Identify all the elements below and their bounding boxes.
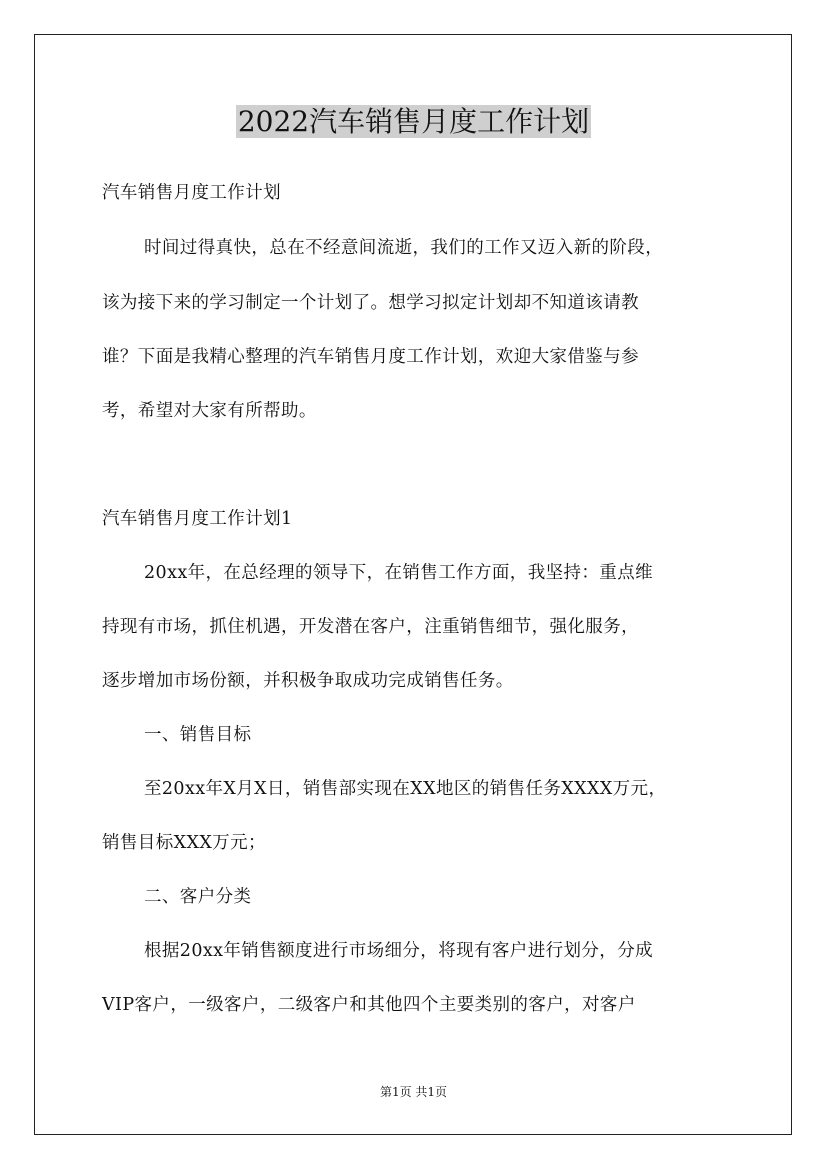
paragraph-line: 时间过得真快，总在不经意间流逝，我们的工作又迈入新的阶段， xyxy=(144,238,664,258)
subsection-heading: 一、销售目标 xyxy=(144,725,252,745)
paragraph-line: VIP客户，一级客户，二级客户和其他四个主要类别的客户，对客户 xyxy=(102,995,636,1015)
paragraph-line: 销售目标XXX万元； xyxy=(102,833,266,853)
section-heading: 汽车销售月度工作计划 xyxy=(102,183,281,203)
document-title: 2022汽车销售月度工作计划 xyxy=(237,105,590,138)
subsection-heading: 二、客户分类 xyxy=(144,887,252,907)
paragraph-line: 该为接下来的学习制定一个计划了。想学习拟定计划却不知道该请教 xyxy=(102,293,639,313)
paragraph-line: 至20xx年X月X日，销售部实现在XX地区的销售任务XXXX万元， xyxy=(144,779,667,799)
page-footer: 第1页 共1页 xyxy=(379,1085,448,1099)
paragraph-line: 根据20xx年销售额度进行市场细分，将现有客户进行划分，分成 xyxy=(144,941,654,961)
paragraph-line: 20xx年，在总经理的领导下，在销售工作方面，我坚持：重点维 xyxy=(144,563,654,583)
section-heading: 汽车销售月度工作计划1 xyxy=(102,509,293,529)
paragraph-line: 持现有市场，抓住机遇，开发潜在客户，注重销售细节，强化服务， xyxy=(102,617,639,637)
paragraph-line: 逐步增加市场份额，并积极争取成功完成销售任务。 xyxy=(102,671,514,691)
paragraph-line: 考，希望对大家有所帮助。 xyxy=(102,401,317,421)
paragraph-line: 谁？下面是我精心整理的汽车销售月度工作计划，欢迎大家借鉴与参 xyxy=(102,347,639,367)
